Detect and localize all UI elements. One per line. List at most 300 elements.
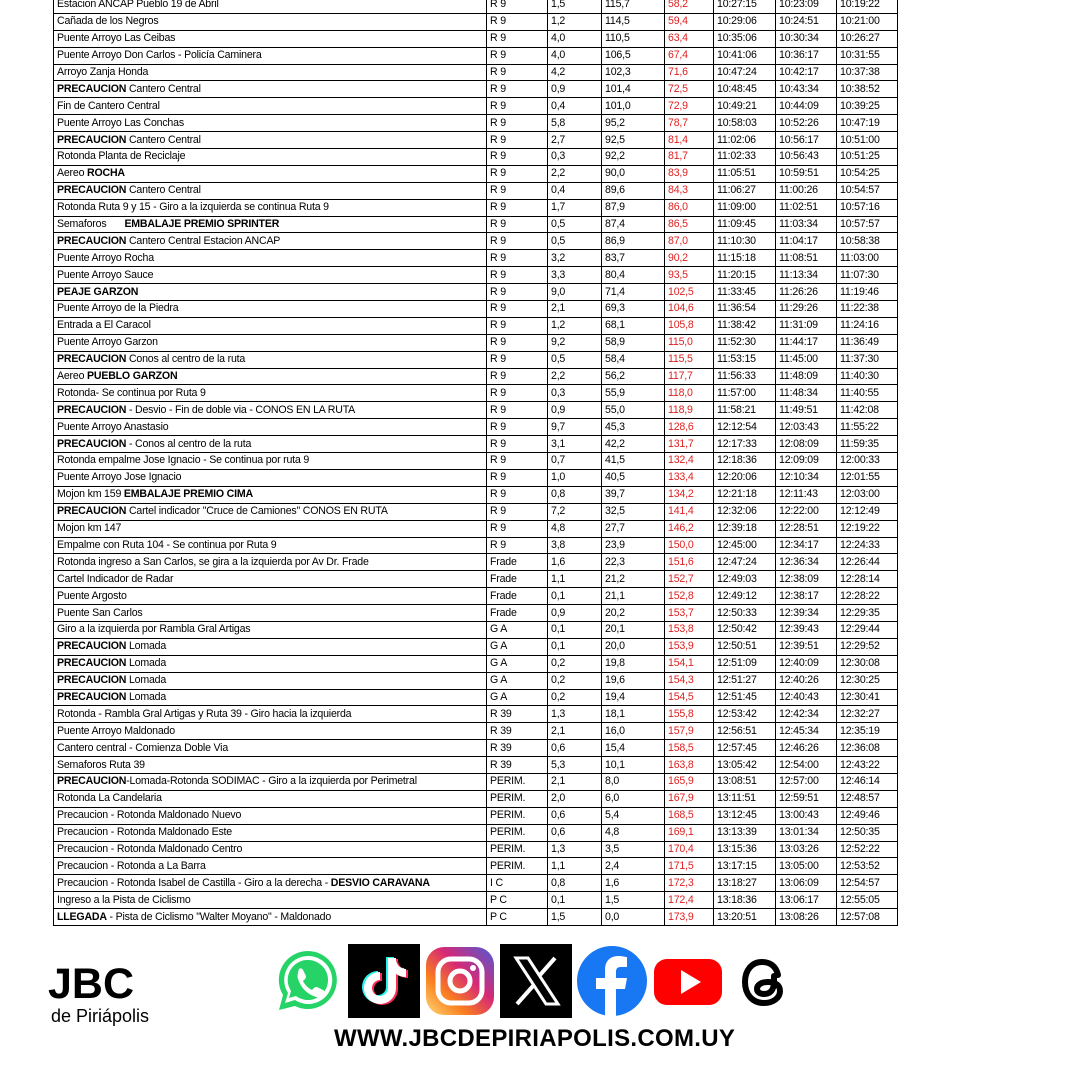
table-row [54, 875, 898, 892]
cell-remaining: 41,5 [602, 453, 665, 470]
cell-remaining: 21,2 [602, 571, 665, 588]
cell-accumulated: 118,9 [665, 402, 714, 419]
cell-accumulated: 134,2 [665, 486, 714, 503]
cell-remaining: 20,2 [602, 605, 665, 622]
cell-time-fast: 12:55:05 [837, 892, 898, 909]
cell-route: R 9 [487, 132, 548, 149]
cell-description [54, 638, 487, 655]
cell-description [54, 250, 487, 267]
cell-time-slow: 11:36:54 [714, 301, 776, 318]
cell-time-mid: 12:11:43 [776, 486, 837, 503]
table-row [54, 199, 898, 216]
description-bold: ROCHA [87, 167, 125, 180]
cell-time-mid: 12:36:34 [776, 554, 837, 571]
cell-description [54, 334, 487, 351]
cell-distance: 1,2 [548, 13, 602, 30]
cell-accumulated: 133,4 [665, 469, 714, 486]
cell-time-fast: 12:48:57 [837, 790, 898, 807]
cell-description [54, 841, 487, 858]
description-text: Empalme con Ruta 104 - Se continua por Ruta 9 [57, 538, 277, 551]
cell-route: G A [487, 672, 548, 689]
cell-time-slow: 13:18:36 [714, 892, 776, 909]
description-text: Rotonda La Candelaria [57, 792, 162, 805]
cell-remaining: 21,1 [602, 588, 665, 605]
youtube-icon[interactable] [652, 944, 724, 1018]
cell-time-fast: 12:12:49 [837, 503, 898, 520]
description-text: Semaforos Ruta 39 [57, 758, 145, 771]
cell-distance: 0,6 [548, 740, 602, 757]
table-row [54, 0, 898, 13]
cell-distance: 0,8 [548, 875, 602, 892]
table-row [54, 13, 898, 30]
cell-time-slow: 11:53:15 [714, 351, 776, 368]
cell-time-fast: 11:40:30 [837, 368, 898, 385]
cell-description [54, 469, 487, 486]
cell-time-mid: 10:42:17 [776, 64, 837, 81]
cell-route: R 9 [487, 301, 548, 318]
cell-accumulated: 104,6 [665, 301, 714, 318]
cell-description [54, 216, 487, 233]
cell-time-mid: 10:36:17 [776, 47, 837, 64]
description-text: Ingreso a la Pista de Ciclismo [57, 893, 191, 906]
cell-time-slow: 12:49:12 [714, 588, 776, 605]
cell-accumulated: 165,9 [665, 773, 714, 790]
cell-accumulated: 169,1 [665, 824, 714, 841]
cell-time-mid: 11:45:00 [776, 351, 837, 368]
cell-time-mid: 12:09:09 [776, 453, 837, 470]
table-row [54, 233, 898, 250]
cell-distance: 9,7 [548, 419, 602, 436]
cell-accumulated: 86,0 [665, 199, 714, 216]
description-prefix: Aereo [57, 167, 88, 180]
cell-route: R 39 [487, 740, 548, 757]
cell-accumulated: 90,2 [665, 250, 714, 267]
cell-time-slow: 12:51:09 [714, 655, 776, 672]
cell-description [54, 571, 487, 588]
cell-time-mid: 12:59:51 [776, 790, 837, 807]
description-prefix: Precaucion - Rotonda Isabel de Castilla - Giro a la derecha - [57, 876, 331, 889]
cell-time-slow: 12:57:45 [714, 740, 776, 757]
description-text: Puente Arroyo Garzon [57, 336, 158, 349]
cell-remaining: 6,0 [602, 790, 665, 807]
cell-distance: 0,9 [548, 605, 602, 622]
table-row [54, 453, 898, 470]
description-text: Puente Arroyo Don Carlos - Policía Caminera [57, 49, 262, 62]
table-row [54, 503, 898, 520]
cell-time-fast: 12:19:22 [837, 520, 898, 537]
cell-description [54, 554, 487, 571]
cell-description [54, 284, 487, 301]
table-row [54, 132, 898, 149]
cell-description [54, 0, 487, 13]
cell-time-mid: 11:48:09 [776, 368, 837, 385]
description-bold: PRECAUCION [57, 184, 127, 197]
cell-accumulated: 167,9 [665, 790, 714, 807]
cell-route: R 9 [487, 199, 548, 216]
cell-route: R 9 [487, 469, 548, 486]
cell-description [54, 81, 487, 98]
table-row [54, 706, 898, 723]
cell-time-fast: 11:22:38 [837, 301, 898, 318]
cell-distance: 0,4 [548, 182, 602, 199]
cell-distance: 0,7 [548, 453, 602, 470]
cell-distance: 1,6 [548, 554, 602, 571]
cell-distance: 1,2 [548, 317, 602, 334]
cell-time-mid: 12:38:17 [776, 588, 837, 605]
cell-remaining: 8,0 [602, 773, 665, 790]
cell-route: R 9 [487, 486, 548, 503]
facebook-icon[interactable] [576, 944, 648, 1018]
cell-time-mid: 12:40:09 [776, 655, 837, 672]
cell-distance: 0,8 [548, 486, 602, 503]
cell-remaining: 19,6 [602, 672, 665, 689]
description-text: Precaucion - Rotonda a La Barra [57, 859, 206, 872]
description-text: Precaucion - Rotonda Maldonado Este [57, 826, 232, 839]
cell-distance: 3,8 [548, 537, 602, 554]
cell-accumulated: 87,0 [665, 233, 714, 250]
table-row [54, 605, 898, 622]
cell-time-mid: 11:00:26 [776, 182, 837, 199]
cell-distance: 4,0 [548, 47, 602, 64]
description-bold: EMBALAJE PREMIO CIMA [123, 488, 253, 501]
cell-remaining: 101,0 [602, 98, 665, 115]
cell-time-slow: 13:15:36 [714, 841, 776, 858]
cell-accumulated: 150,0 [665, 537, 714, 554]
cell-time-mid: 13:08:26 [776, 909, 837, 926]
cell-time-mid: 10:59:51 [776, 165, 837, 182]
cell-accumulated: 171,5 [665, 858, 714, 875]
cell-route: R 9 [487, 216, 548, 233]
cell-description [54, 892, 487, 909]
cell-time-fast: 12:36:08 [837, 740, 898, 757]
whatsapp-icon[interactable] [272, 944, 344, 1018]
cell-accumulated: 115,0 [665, 334, 714, 351]
table-row [54, 571, 898, 588]
cell-time-mid: 10:44:09 [776, 98, 837, 115]
cell-accumulated: 86,5 [665, 216, 714, 233]
cell-remaining: 4,8 [602, 824, 665, 841]
cell-route: G A [487, 655, 548, 672]
cell-route: Frade [487, 554, 548, 571]
cell-route: P C [487, 909, 548, 926]
cell-description [54, 537, 487, 554]
cell-time-slow: 12:45:00 [714, 537, 776, 554]
cell-accumulated: 153,8 [665, 621, 714, 638]
cell-distance: 0,1 [548, 892, 602, 909]
cell-time-fast: 10:54:57 [837, 182, 898, 199]
cell-time-fast: 12:00:33 [837, 453, 898, 470]
instagram-icon[interactable] [424, 944, 496, 1018]
description-text: Cantero Central Estacion ANCAP [126, 234, 281, 247]
table-row [54, 520, 898, 537]
cell-route: R 9 [487, 267, 548, 284]
cell-route: R 9 [487, 368, 548, 385]
cell-accumulated: 172,3 [665, 875, 714, 892]
cell-time-fast: 12:30:41 [837, 689, 898, 706]
cell-time-mid: 12:46:26 [776, 740, 837, 757]
cell-remaining: 110,5 [602, 30, 665, 47]
cell-time-mid: 13:00:43 [776, 807, 837, 824]
cell-accumulated: 132,4 [665, 453, 714, 470]
cell-time-fast: 12:53:52 [837, 858, 898, 875]
cell-route: R 9 [487, 115, 548, 132]
cell-time-slow: 10:35:06 [714, 30, 776, 47]
description-text: Cantero Central [126, 184, 201, 197]
cell-distance: 9,2 [548, 334, 602, 351]
cell-remaining: 56,2 [602, 368, 665, 385]
description-text: Giro a la izquierda por Rambla Gral Artigas [57, 623, 251, 636]
cell-time-mid: 11:03:34 [776, 216, 837, 233]
cell-accumulated: 81,4 [665, 132, 714, 149]
description-text: Mojon km 147 [57, 522, 122, 535]
table-row [54, 588, 898, 605]
cell-time-fast: 12:52:22 [837, 841, 898, 858]
cell-time-mid: 10:56:43 [776, 149, 837, 166]
cell-time-mid: 12:39:51 [776, 638, 837, 655]
cell-time-fast: 10:37:38 [837, 64, 898, 81]
cell-route: R 9 [487, 81, 548, 98]
description-bold: PRECAUCION [57, 133, 127, 146]
description-bold: PUEBLO GARZON [87, 370, 178, 383]
cell-time-mid: 12:38:09 [776, 571, 837, 588]
cell-time-slow: 12:18:36 [714, 453, 776, 470]
cell-description [54, 723, 487, 740]
table-row [54, 165, 898, 182]
cell-remaining: 58,9 [602, 334, 665, 351]
cell-distance: 1,1 [548, 858, 602, 875]
table-row [54, 301, 898, 318]
cell-description [54, 807, 487, 824]
cell-accumulated: 153,9 [665, 638, 714, 655]
cell-remaining: 58,4 [602, 351, 665, 368]
description-bold: PRECAUCION [57, 775, 127, 788]
cell-distance: 0,5 [548, 233, 602, 250]
cell-time-fast: 11:36:49 [837, 334, 898, 351]
cell-time-slow: 12:32:06 [714, 503, 776, 520]
cell-distance: 0,1 [548, 621, 602, 638]
cell-route: R 9 [487, 284, 548, 301]
cell-time-slow: 13:18:27 [714, 875, 776, 892]
cell-distance: 0,1 [548, 588, 602, 605]
description-bold: PRECAUCION [57, 353, 127, 366]
cell-time-slow: 12:50:51 [714, 638, 776, 655]
cell-accumulated: 59,4 [665, 13, 714, 30]
cell-description [54, 182, 487, 199]
cell-description [54, 757, 487, 774]
cell-time-mid: 11:02:51 [776, 199, 837, 216]
cell-remaining: 87,4 [602, 216, 665, 233]
cell-distance: 2,2 [548, 165, 602, 182]
cell-description [54, 233, 487, 250]
cell-time-fast: 10:57:57 [837, 216, 898, 233]
description-bold: DESVIO CARAVANA [330, 876, 430, 889]
cell-accumulated: 117,7 [665, 368, 714, 385]
cell-time-slow: 12:53:42 [714, 706, 776, 723]
table-row [54, 419, 898, 436]
cell-description [54, 740, 487, 757]
table-row [54, 486, 898, 503]
cell-accumulated: 154,5 [665, 689, 714, 706]
cell-accumulated: 102,5 [665, 284, 714, 301]
cell-time-mid: 10:23:09 [776, 0, 837, 13]
table-row [54, 385, 898, 402]
cell-distance: 4,0 [548, 30, 602, 47]
cell-description [54, 115, 487, 132]
description-text: Cartel indicador "Cruce de Camiones" CONOS EN RUTA [126, 505, 388, 518]
cell-accumulated: 78,7 [665, 115, 714, 132]
cell-remaining: 15,4 [602, 740, 665, 757]
cell-route: R 9 [487, 351, 548, 368]
description-text: Puente Arroyo Anastasio [57, 420, 169, 433]
cell-accumulated: 72,5 [665, 81, 714, 98]
cell-time-fast: 10:31:55 [837, 47, 898, 64]
table-row [54, 773, 898, 790]
cell-accumulated: 71,6 [665, 64, 714, 81]
cell-remaining: 115,7 [602, 0, 665, 13]
cell-route: PERIM. [487, 807, 548, 824]
table-row [54, 858, 898, 875]
cell-time-fast: 11:42:08 [837, 402, 898, 419]
cell-description [54, 672, 487, 689]
cell-accumulated: 58,2 [665, 0, 714, 13]
website-url[interactable]: WWW.JBCDEPIRIAPOLIS.COM.UY [334, 1025, 736, 1052]
description-bold: LLEGADA [57, 910, 107, 923]
cell-time-slow: 12:39:18 [714, 520, 776, 537]
cell-time-mid: 12:40:43 [776, 689, 837, 706]
tiktok-icon[interactable] [348, 944, 420, 1018]
cell-description [54, 368, 487, 385]
x-icon[interactable] [500, 944, 572, 1018]
cell-time-fast: 12:28:14 [837, 571, 898, 588]
cell-accumulated: 158,5 [665, 740, 714, 757]
cell-accumulated: 163,8 [665, 757, 714, 774]
threads-icon[interactable] [728, 944, 800, 1018]
cell-description [54, 875, 487, 892]
cell-time-mid: 11:04:17 [776, 233, 837, 250]
cell-time-fast: 11:19:46 [837, 284, 898, 301]
cell-description [54, 689, 487, 706]
cell-distance: 0,3 [548, 149, 602, 166]
table-row [54, 757, 898, 774]
cell-time-mid: 12:39:34 [776, 605, 837, 622]
description-text: Fin de Cantero Central [57, 99, 160, 112]
cell-time-fast: 11:37:30 [837, 351, 898, 368]
cell-accumulated: 63,4 [665, 30, 714, 47]
social-icons [272, 944, 800, 1018]
cell-route: R 9 [487, 0, 548, 13]
route-table [53, 0, 898, 926]
cell-route: R 9 [487, 47, 548, 64]
cell-route: R 9 [487, 537, 548, 554]
cell-distance: 3,2 [548, 250, 602, 267]
cell-description [54, 773, 487, 790]
cell-route: Frade [487, 605, 548, 622]
description-text: Lomada [126, 690, 167, 703]
cell-remaining: 114,5 [602, 13, 665, 30]
cell-remaining: 20,1 [602, 621, 665, 638]
cell-distance: 2,7 [548, 132, 602, 149]
cell-time-slow: 10:48:45 [714, 81, 776, 98]
description-text: Puente Argosto [57, 589, 127, 602]
cell-time-fast: 12:01:55 [837, 469, 898, 486]
cell-time-slow: 12:47:24 [714, 554, 776, 571]
cell-description [54, 317, 487, 334]
description-text: Estacion ANCAP Pueblo 19 de Abril [57, 0, 219, 11]
cell-remaining: 2,4 [602, 858, 665, 875]
cell-time-fast: 10:21:00 [837, 13, 898, 30]
cell-time-fast: 11:07:30 [837, 267, 898, 284]
cell-time-fast: 10:47:19 [837, 115, 898, 132]
cell-distance: 5,3 [548, 757, 602, 774]
cell-distance: 2,2 [548, 368, 602, 385]
cell-description [54, 520, 487, 537]
cell-remaining: 89,6 [602, 182, 665, 199]
cell-time-slow: 11:02:06 [714, 132, 776, 149]
cell-time-fast: 12:30:25 [837, 672, 898, 689]
description-text: Cantero central - Comienza Doble Via [57, 741, 229, 754]
cell-accumulated: 131,7 [665, 436, 714, 453]
cell-remaining: 86,9 [602, 233, 665, 250]
cell-description [54, 64, 487, 81]
description-text: Rotonda- Se continua por Ruta 9 [57, 386, 206, 399]
cell-remaining: 27,7 [602, 520, 665, 537]
cell-route: R 9 [487, 165, 548, 182]
cell-time-slow: 11:09:45 [714, 216, 776, 233]
cell-time-mid: 11:26:26 [776, 284, 837, 301]
cell-time-fast: 12:50:35 [837, 824, 898, 841]
cell-time-slow: 11:02:33 [714, 149, 776, 166]
cell-accumulated: 155,8 [665, 706, 714, 723]
description-text: Puente Arroyo Sauce [57, 268, 154, 281]
cell-distance: 0,6 [548, 807, 602, 824]
cell-accumulated: 72,9 [665, 98, 714, 115]
cell-accumulated: 118,0 [665, 385, 714, 402]
cell-description [54, 909, 487, 926]
cell-remaining: 42,2 [602, 436, 665, 453]
cell-remaining: 19,4 [602, 689, 665, 706]
description-text: Puente San Carlos [57, 606, 143, 619]
cell-time-slow: 11:38:42 [714, 317, 776, 334]
cell-distance: 3,1 [548, 436, 602, 453]
cell-distance: 1,5 [548, 0, 602, 13]
table-row [54, 334, 898, 351]
cell-time-slow: 12:17:33 [714, 436, 776, 453]
description-text: Cantero Central [126, 82, 201, 95]
description-text: Rotonda Ruta 9 y 15 - Giro a la izquierda se continua Ruta 9 [57, 201, 329, 214]
cell-distance: 0,3 [548, 385, 602, 402]
cell-remaining: 92,5 [602, 132, 665, 149]
cell-accumulated: 115,5 [665, 351, 714, 368]
table-row [54, 723, 898, 740]
cell-description [54, 486, 487, 503]
cell-distance: 0,9 [548, 402, 602, 419]
cell-route: R 9 [487, 436, 548, 453]
cell-time-mid: 10:52:26 [776, 115, 837, 132]
description-text: Arroyo Zanja Honda [57, 66, 149, 78]
cell-time-fast: 11:24:16 [837, 317, 898, 334]
cell-time-mid: 11:08:51 [776, 250, 837, 267]
description-text: Entrada a El Caracol [57, 319, 151, 332]
cell-time-fast: 10:54:25 [837, 165, 898, 182]
cell-time-slow: 13:17:15 [714, 858, 776, 875]
table-row [54, 469, 898, 486]
cell-time-fast: 12:54:57 [837, 875, 898, 892]
description-prefix: Semaforos [57, 218, 107, 231]
cell-remaining: 18,1 [602, 706, 665, 723]
table-row [54, 30, 898, 47]
cell-time-slow: 11:57:00 [714, 385, 776, 402]
cell-route: R 39 [487, 723, 548, 740]
